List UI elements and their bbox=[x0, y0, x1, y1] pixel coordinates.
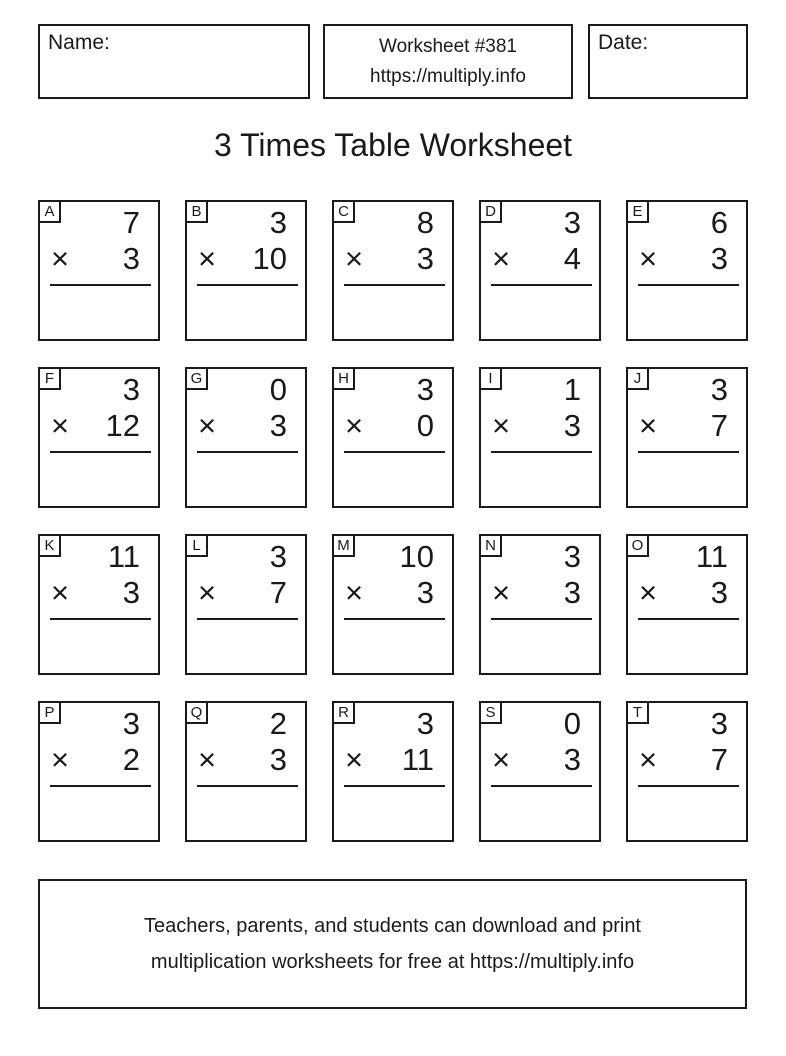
problem-label: E bbox=[628, 202, 649, 223]
multiplier: 7 bbox=[269, 575, 287, 610]
problem-label: S bbox=[481, 703, 502, 724]
multiply-icon: × bbox=[345, 742, 364, 777]
problem-label: O bbox=[628, 536, 649, 557]
problem-label: H bbox=[334, 369, 355, 390]
problem-label: K bbox=[40, 536, 61, 557]
problem-cell bbox=[38, 701, 160, 842]
problem-label: B bbox=[187, 202, 208, 223]
answer-space bbox=[334, 787, 452, 837]
problem-cell bbox=[626, 367, 748, 508]
problem-label: L bbox=[187, 536, 208, 557]
problem-label: J bbox=[628, 369, 649, 390]
multiplicand: 10 bbox=[399, 539, 434, 574]
multiply-icon: × bbox=[51, 408, 70, 443]
multiplier: 7 bbox=[710, 408, 728, 443]
date-box bbox=[588, 24, 748, 99]
multiply-icon: × bbox=[639, 408, 658, 443]
answer-space bbox=[40, 620, 158, 670]
problem-cell bbox=[626, 534, 748, 675]
multiplier: 4 bbox=[563, 241, 581, 276]
multiplier: 12 bbox=[105, 408, 140, 443]
multiplier: 3 bbox=[563, 742, 581, 777]
multiply-icon: × bbox=[198, 241, 217, 276]
multiplicand: 3 bbox=[122, 372, 140, 407]
problem-cell bbox=[185, 701, 307, 842]
multiplier: 11 bbox=[401, 742, 434, 777]
multiply-icon: × bbox=[639, 742, 658, 777]
multiplicand: 3 bbox=[710, 372, 728, 407]
problem-label: M bbox=[334, 536, 355, 557]
multiplicand: 11 bbox=[695, 539, 728, 574]
problem-cell bbox=[332, 701, 454, 842]
multiply-icon: × bbox=[198, 742, 217, 777]
multiply-icon: × bbox=[51, 742, 70, 777]
multiply-icon: × bbox=[492, 742, 511, 777]
multiplicand: 3 bbox=[563, 205, 581, 240]
multiplicand: 6 bbox=[710, 205, 728, 240]
multiplicand: 1 bbox=[563, 372, 581, 407]
problem-cell bbox=[479, 701, 601, 842]
multiplicand: 0 bbox=[269, 372, 287, 407]
problem-cell bbox=[332, 367, 454, 508]
multiply-icon: × bbox=[51, 241, 70, 276]
worksheet-number: Worksheet #381 bbox=[378, 35, 517, 57]
problem-label: Q bbox=[187, 703, 208, 724]
answer-space bbox=[40, 787, 158, 837]
multiplier: 3 bbox=[710, 241, 728, 276]
problem-cell bbox=[479, 200, 601, 341]
answer-space bbox=[187, 787, 305, 837]
multiplier: 0 bbox=[416, 408, 434, 443]
multiplicand: 3 bbox=[416, 706, 434, 741]
multiplier: 3 bbox=[269, 742, 287, 777]
multiplier: 3 bbox=[416, 575, 434, 610]
page-title: 3 Times Table Worksheet bbox=[213, 127, 573, 163]
multiplier: 3 bbox=[122, 241, 140, 276]
name-label: Name: bbox=[48, 31, 110, 54]
multiply-icon: × bbox=[51, 575, 70, 610]
problem-label: G bbox=[187, 369, 208, 390]
problem-label: P bbox=[40, 703, 61, 724]
multiply-icon: × bbox=[345, 575, 364, 610]
answer-space bbox=[628, 787, 746, 837]
footer-line-2: multiplication worksheets for free at https://multiply.info bbox=[150, 951, 635, 973]
multiplier: 3 bbox=[269, 408, 287, 443]
multiplicand: 7 bbox=[122, 205, 140, 240]
problem-label: C bbox=[334, 202, 355, 223]
multiply-icon: × bbox=[198, 575, 217, 610]
problem-cell bbox=[479, 534, 601, 675]
problem-cell bbox=[185, 534, 307, 675]
multiplicand: 0 bbox=[563, 706, 581, 741]
problem-cell bbox=[332, 534, 454, 675]
multiplicand: 3 bbox=[269, 539, 287, 574]
answer-space bbox=[187, 286, 305, 336]
problem-label: T bbox=[628, 703, 649, 724]
multiplicand: 11 bbox=[107, 539, 140, 574]
problem-cell bbox=[38, 367, 160, 508]
date-label: Date: bbox=[598, 31, 649, 54]
problem-cell bbox=[626, 200, 748, 341]
footer-line-1: Teachers, parents, and students can download and print bbox=[144, 915, 641, 937]
answer-space bbox=[481, 787, 599, 837]
multiplier: 3 bbox=[563, 575, 581, 610]
problem-label: I bbox=[481, 369, 502, 390]
multiplier: 7 bbox=[710, 742, 728, 777]
multiplier: 3 bbox=[416, 241, 434, 276]
answer-space bbox=[334, 453, 452, 503]
answer-space bbox=[481, 286, 599, 336]
problem-label: F bbox=[40, 369, 61, 390]
problem-cell bbox=[479, 367, 601, 508]
answer-space bbox=[334, 286, 452, 336]
answer-space bbox=[481, 620, 599, 670]
problem-cell bbox=[185, 367, 307, 508]
multiplier: 3 bbox=[710, 575, 728, 610]
answer-space bbox=[334, 620, 452, 670]
multiplicand: 3 bbox=[122, 706, 140, 741]
multiplicand: 3 bbox=[269, 205, 287, 240]
multiplier: 3 bbox=[122, 575, 140, 610]
multiply-icon: × bbox=[492, 575, 511, 610]
problem-label: R bbox=[334, 703, 355, 724]
answer-space bbox=[628, 453, 746, 503]
problem-label: D bbox=[481, 202, 502, 223]
problem-label: N bbox=[481, 536, 502, 557]
multiplicand: 3 bbox=[710, 706, 728, 741]
answer-space bbox=[187, 620, 305, 670]
multiply-icon: × bbox=[639, 241, 658, 276]
multiplicand: 2 bbox=[269, 706, 287, 741]
worksheet-url: https://multiply.info bbox=[370, 65, 526, 87]
answer-space bbox=[40, 453, 158, 503]
multiply-icon: × bbox=[198, 408, 217, 443]
problem-cell bbox=[626, 701, 748, 842]
multiplicand: 3 bbox=[416, 372, 434, 407]
name-box bbox=[38, 24, 310, 99]
multiply-icon: × bbox=[345, 408, 364, 443]
problem-label: A bbox=[40, 202, 61, 223]
answer-space bbox=[187, 453, 305, 503]
answer-space bbox=[628, 620, 746, 670]
multiplier: 2 bbox=[122, 742, 140, 777]
problem-cell bbox=[38, 200, 160, 341]
answer-space bbox=[481, 453, 599, 503]
multiplicand: 8 bbox=[416, 205, 434, 240]
multiply-icon: × bbox=[639, 575, 658, 610]
multiply-icon: × bbox=[492, 241, 511, 276]
multiplier: 10 bbox=[252, 241, 287, 276]
multiply-icon: × bbox=[492, 408, 511, 443]
multiply-icon: × bbox=[345, 241, 364, 276]
multiplier: 3 bbox=[563, 408, 581, 443]
problem-cell bbox=[185, 200, 307, 341]
answer-space bbox=[40, 286, 158, 336]
problems-grid bbox=[38, 200, 748, 842]
problem-cell bbox=[38, 534, 160, 675]
multiplicand: 3 bbox=[563, 539, 581, 574]
problem-cell bbox=[332, 200, 454, 341]
answer-space bbox=[628, 286, 746, 336]
worksheet-info-box bbox=[323, 24, 573, 99]
footer-box bbox=[38, 879, 747, 1009]
